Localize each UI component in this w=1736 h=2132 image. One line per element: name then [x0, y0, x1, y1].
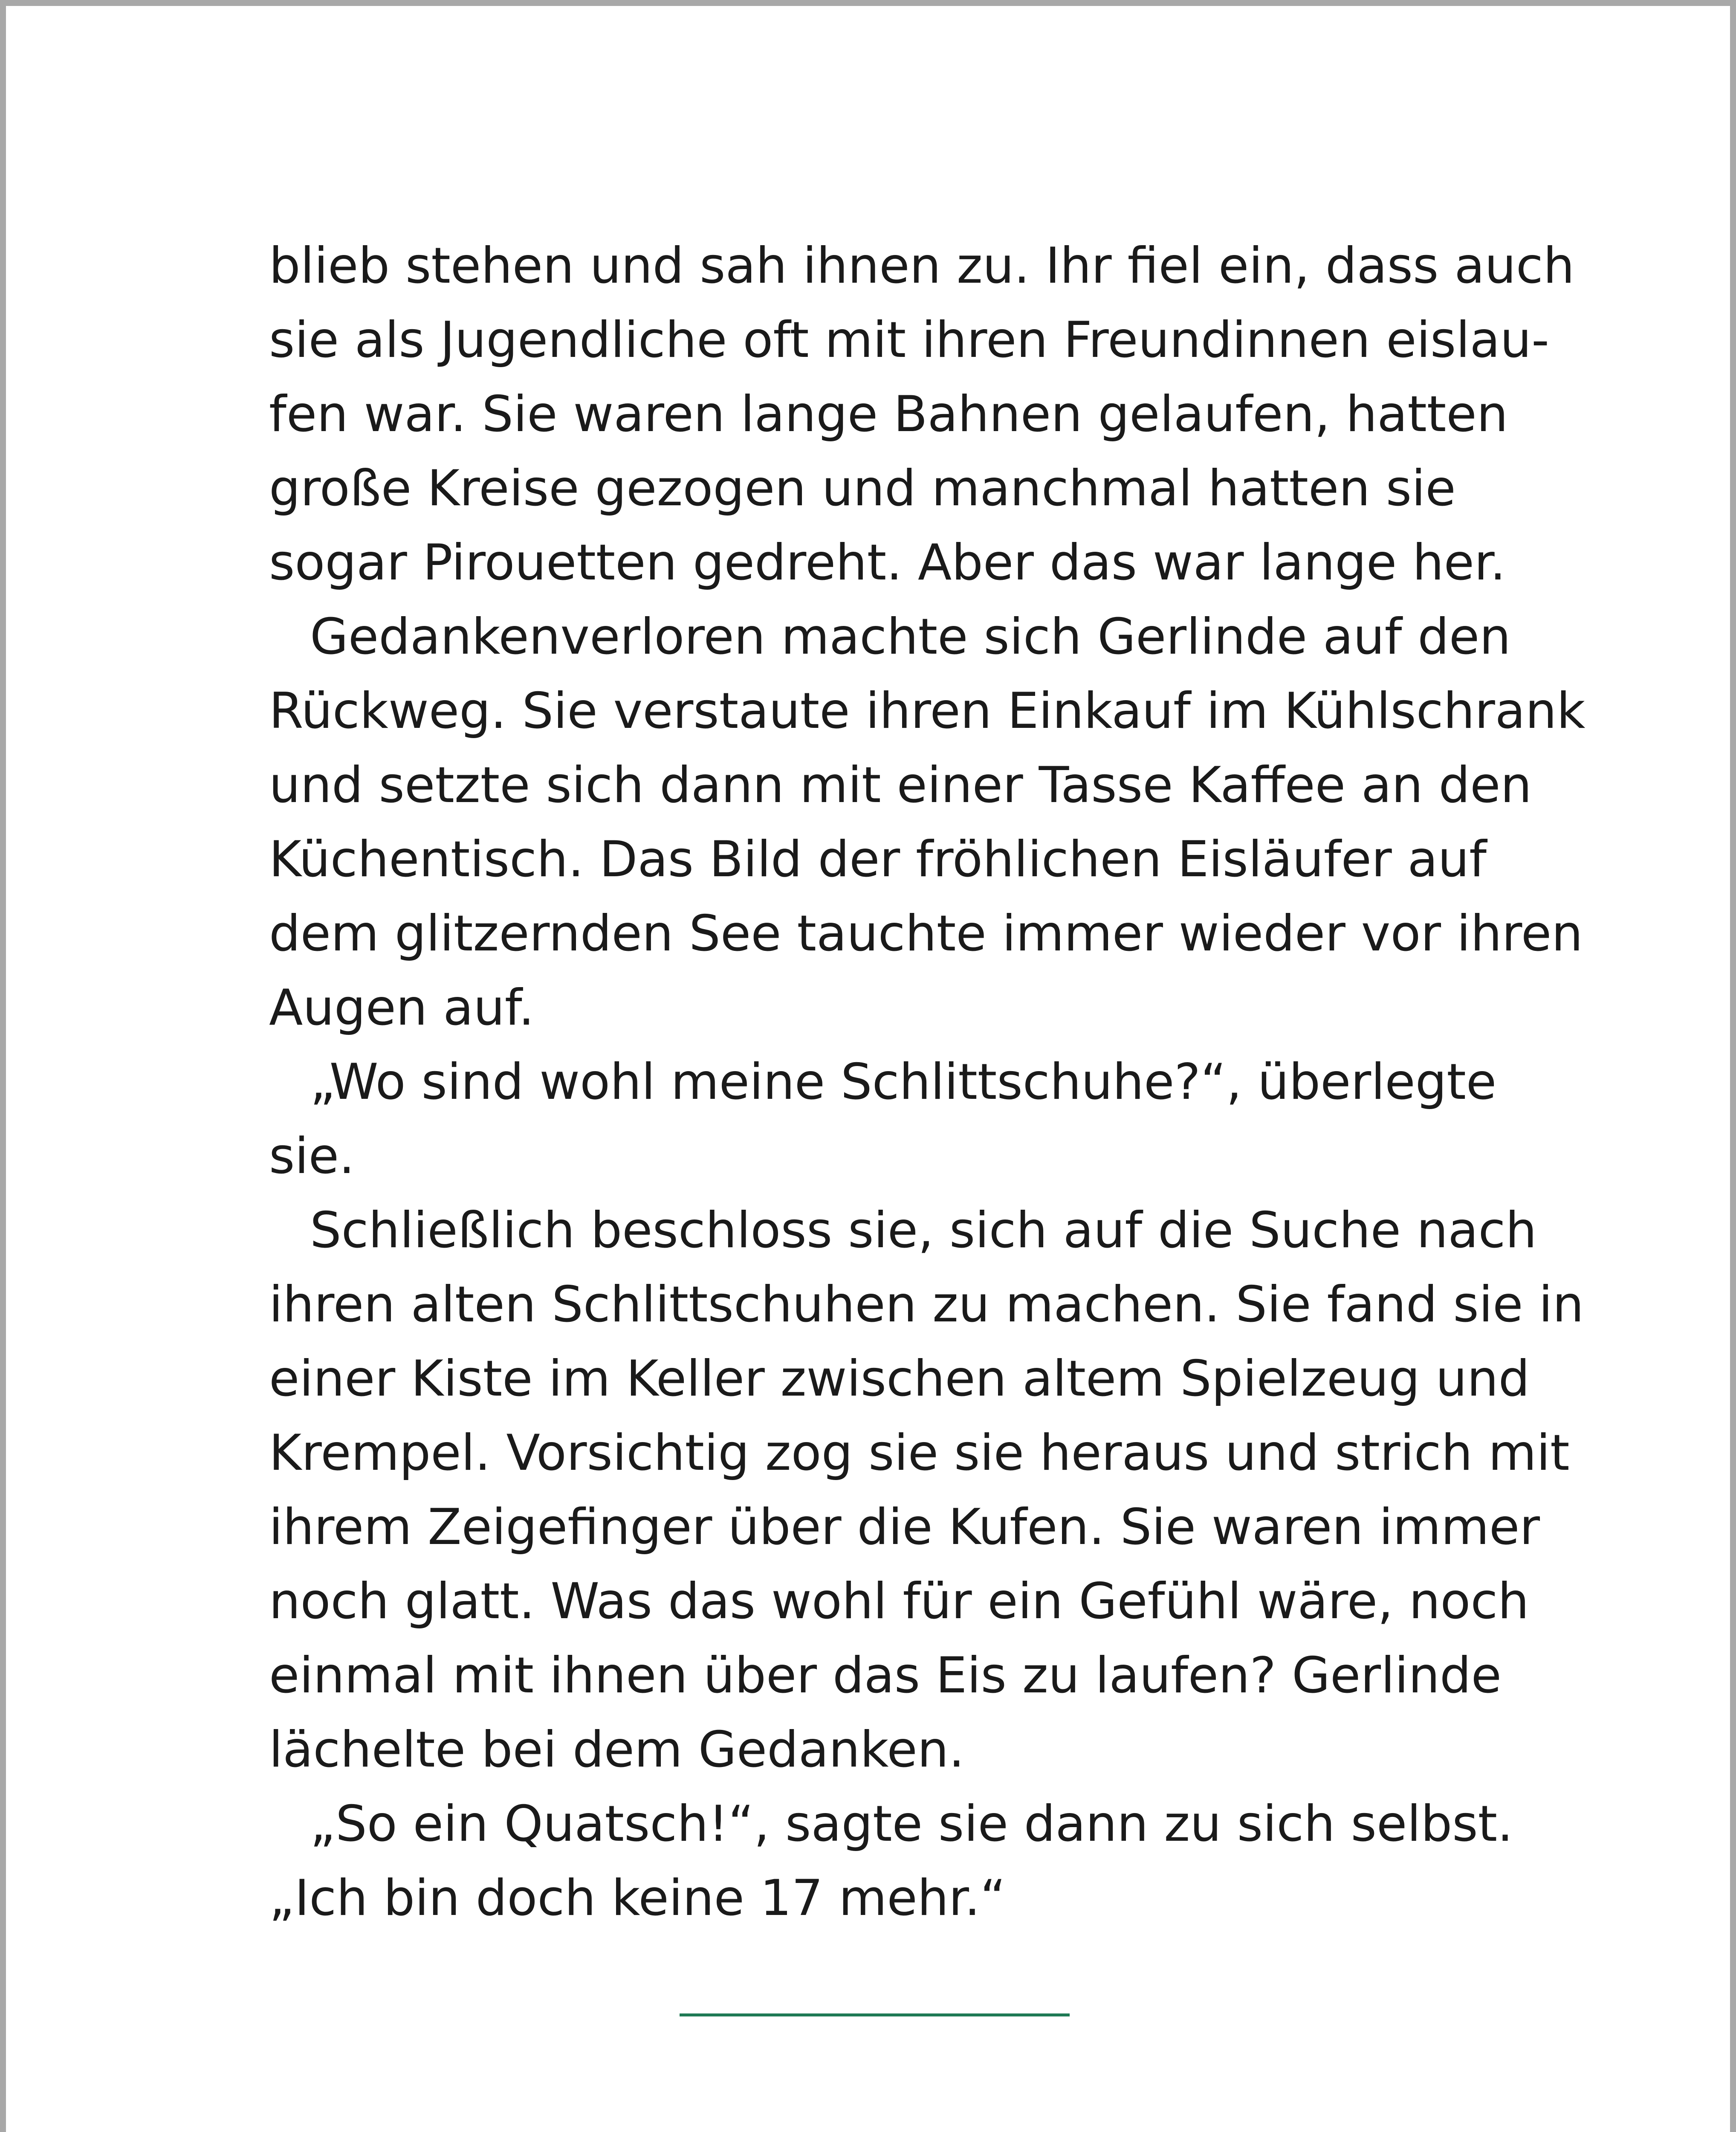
- text-line: Rückweg. Sie verstaute ihren Einkauf im Kühlschrank: [269, 682, 1586, 740]
- text-line: ihren alten Schlittschuhen zu machen. Sie fand sie in: [269, 1276, 1584, 1333]
- text-line: Augen auf.: [269, 979, 535, 1037]
- text-line: lächelte bei dem Gedanken.: [269, 1721, 965, 1779]
- text-line: einmal mit ihnen über das Eis zu laufen? Gerlinde: [269, 1647, 1502, 1704]
- text-line: Krempel. Vorsichtig zog sie sie heraus und strich mit: [269, 1424, 1570, 1482]
- section-divider: [680, 2013, 1070, 2016]
- text-line-paragraph-start: „Wo sind wohl meine Schlittschuhe?“, überlegte: [310, 1053, 1497, 1111]
- text-line: noch glatt. Was das wohl für ein Gefühl wäre, noch: [269, 1573, 1529, 1630]
- text-line: Küchentisch. Das Bild der fröhlichen Eisläufer auf: [269, 831, 1487, 888]
- text-line: dem glitzernden See tauchte immer wieder vor ihren: [269, 905, 1583, 962]
- text-line: „Ich bin doch keine 17 mehr.“: [269, 1869, 1006, 1927]
- text-line: blieb stehen und sah ihnen zu. Ihr fiel ein, dass auch: [269, 237, 1575, 295]
- text-line: große Kreise gezogen und manchmal hatten sie: [269, 460, 1456, 517]
- text-line-paragraph-start: „So ein Quatsch!“, sagte sie dann zu sich selbst.: [310, 1795, 1513, 1853]
- text-line: einer Kiste im Keller zwischen altem Spielzeug und: [269, 1350, 1530, 1408]
- text-line: sie.: [269, 1127, 355, 1185]
- text-line: sogar Pirouetten gedreht. Aber das war lange her.: [269, 534, 1506, 591]
- text-line-paragraph-start: Schließlich beschloss sie, sich auf die Suche nach: [310, 1202, 1537, 1259]
- text-line: ihrem Zeigefinger über die Kufen. Sie waren immer: [269, 1498, 1540, 1556]
- text-line-paragraph-start: Gedankenverloren machte sich Gerlinde auf den: [310, 608, 1511, 666]
- text-line: fen war. Sie waren lange Bahnen gelaufen, hatten: [269, 385, 1508, 443]
- text-line: und setzte sich dann mit einer Tasse Kaffee an den: [269, 756, 1532, 814]
- body-text: [269, 229, 1586, 1935]
- text-line: sie als Jugendliche oft mit ihren Freundinnen eislau-: [269, 311, 1549, 369]
